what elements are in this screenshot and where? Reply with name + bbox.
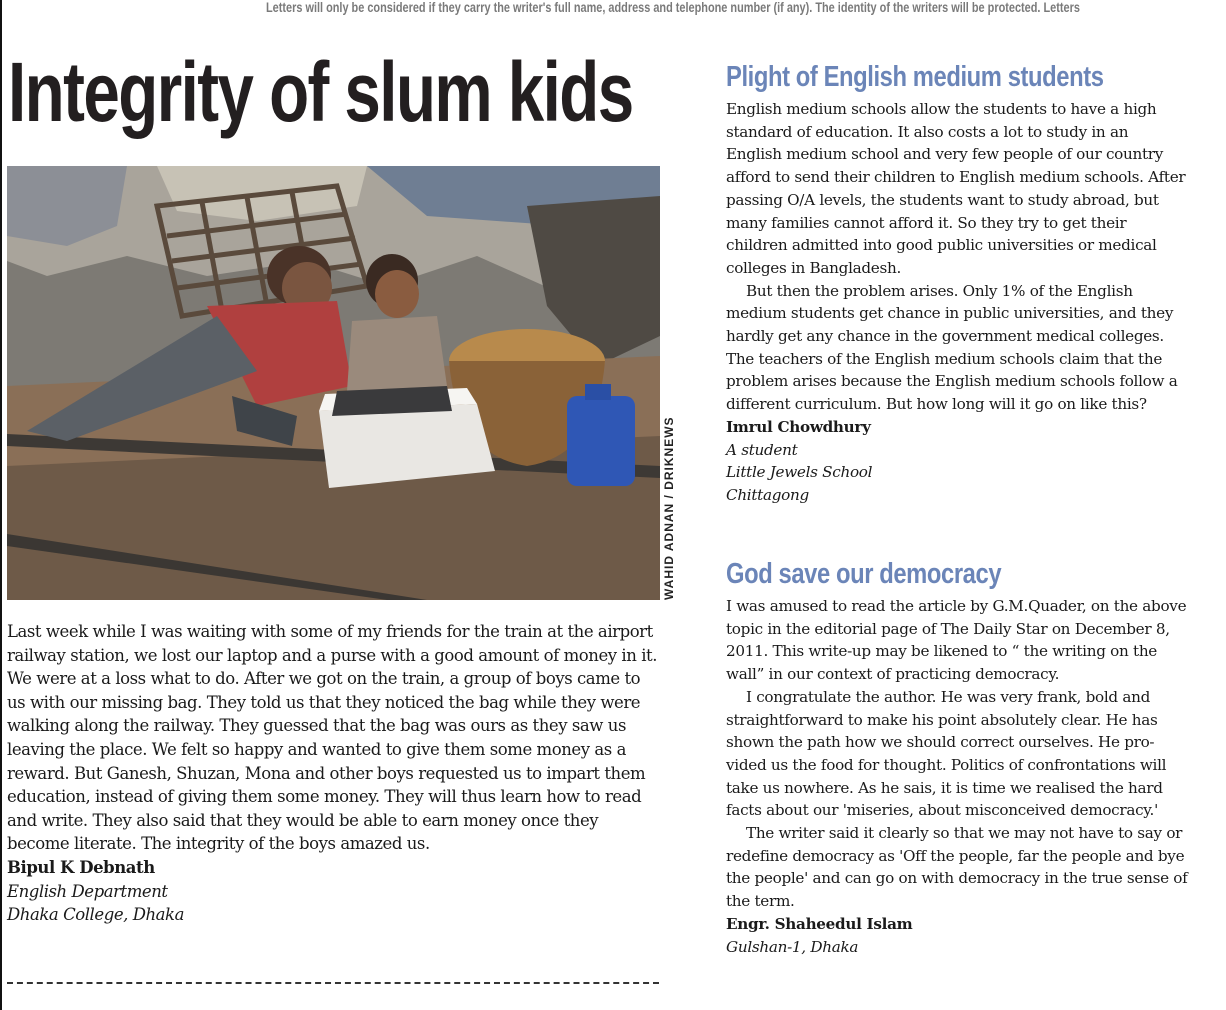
letter1-headline: Integrity of slum kids [8,45,633,139]
letter3-paragraph: I congratulate the author. He was very frank, bold and straightforward to make his point absolutely clear. He has shown the path how we should correct ourselves. He provided us the food for thought. Politics of confrontations will take us nowhere. As he sais, it is time we realised the hard facts about our 'miseries, about misconceived democracy.' [726,687,1167,820]
letter3 [726,557,1188,958]
section-divider [7,982,659,984]
letter3-affiliation-line: Gulshan-1, Dhaka [726,937,859,956]
photo-credit: WAHID ADNAN / DRIKNEWS [662,416,676,600]
letter1-affiliation-line: English Department [7,881,168,901]
letter1-body: Last week while I was waiting with some of my friends for the train at the airport railway station, we lost our laptop and a purse with a good amount of money in it. We were at a loss what to do. After we got on the train, a group of boys came to us with our missing bag. They told us that they noticed the bag while they were walking along the railway. They guessed that the bag was ours as they saw us leaving the place. We felt so happy and wanted to give them some money as a reward. But Ganesh, Shuzan, Mona and other boys requested us to impart them education, instead of giving them some money. They will thus learn how to read and write. They also said that they would be able to earn money once they become literate. The integrity of the boys amazed us. [7,622,658,854]
page-left-rule [0,0,2,1010]
letter1-affiliation-line: Dhaka College, Dhaka [7,905,184,925]
letter3-headline: God save our democracy [726,558,1002,590]
letter2-author: Imrul Chowdhury [726,417,871,436]
letter2-affiliation-line: A student [726,440,798,459]
letter2 [726,60,1188,507]
letter2-affiliation-line: Little Jewels School [726,463,873,482]
letter3-author: Engr. Shaheedul Islam [726,914,913,933]
letter2-affiliation-line: Chittagong [726,485,809,504]
letter3-paragraph: I was amused to read the article by G.M.Quader, on the above topic in the editorial page of The Daily Star on December 8, 2011. This write-up may be likened to “ the writing on the wall” in our context of practicing democracy. [726,597,1187,684]
letter2-paragraph: But then the problem arises. Only 1% of the English medium students get chance in public universities, and they hardly get any chance in the government medical colleges. The teachers of the English medium schools claim that the problem arises because the English medium schools follow a different curriculum. But how long will it go on like this? [726,281,1178,414]
letter3-paragraph: The writer said it clearly so that we may not have to say or redefine democracy as 'Off the people, far the people and bye the people' and can go on with democracy in the true sense of the term. [726,824,1188,911]
slum-kids-photo [7,166,660,600]
letter1 [7,620,661,927]
letters-policy-notice: Letters will only be considered if they carry the writer's full name, address and telephone number (if any). The identity of the writers will be protected. Letters [266,0,1080,15]
letter2-paragraph: English medium schools allow the students to have a high standard of education. It also costs a lot to study in an English medium school and very few people of our country afford to send their children to English medium schools. After passing O/A levels, the students want to study abroad, but many families cannot afford it. So they try to get their children admitted into good public universities or medical colleges in Bangladesh. [726,100,1186,277]
letter1-author: Bipul K Debnath [7,857,155,877]
letter2-headline: Plight of English medium students [726,61,1104,93]
